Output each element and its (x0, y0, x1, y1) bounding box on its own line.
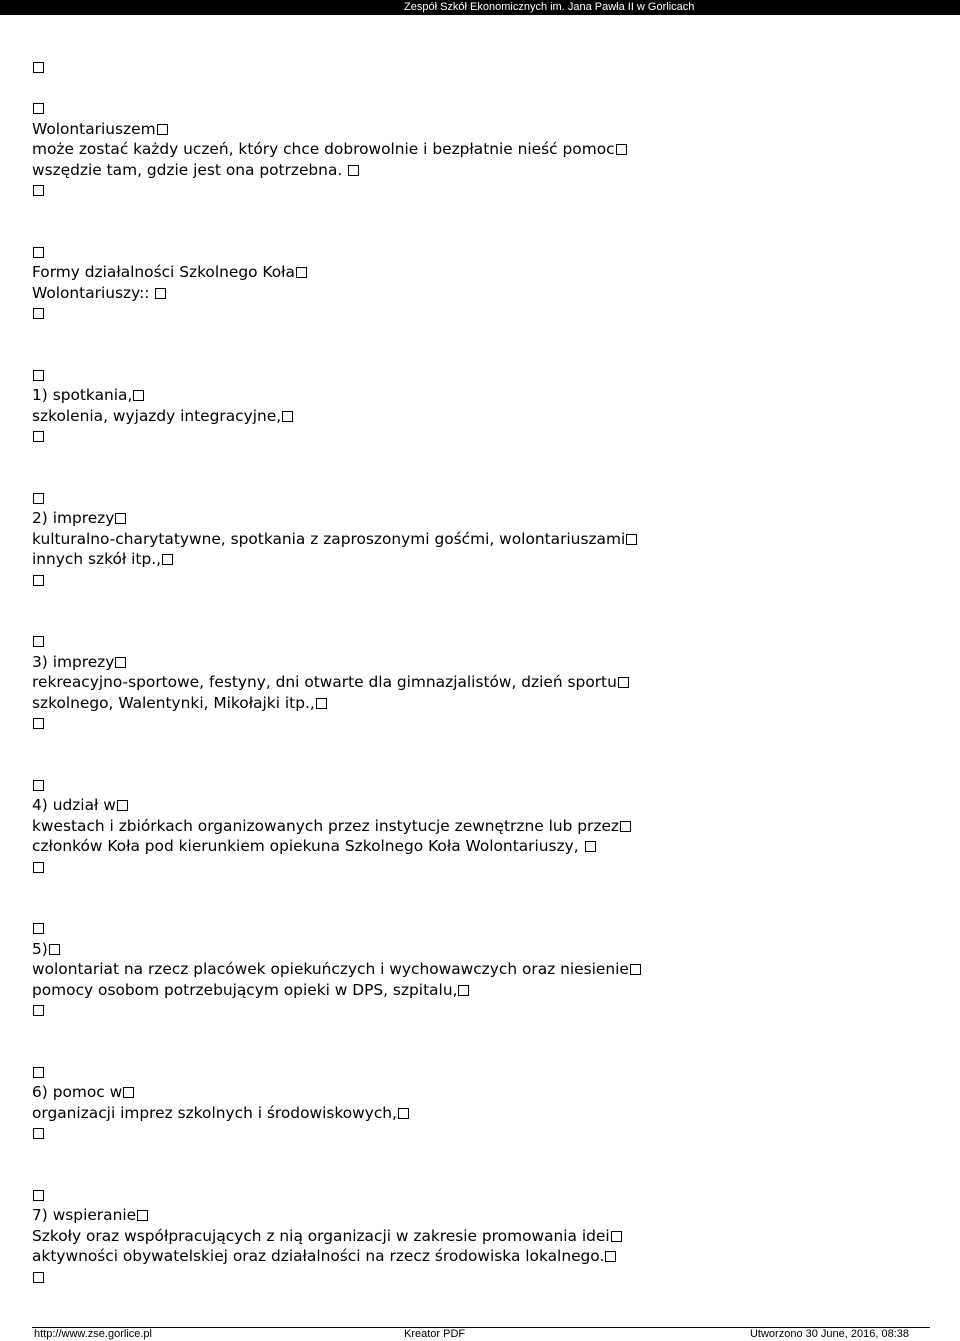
missing-glyph-icon (49, 944, 60, 955)
header-title: Zespół Szkół Ekonomicznych im. Jana Pawła II w Gorlicach (404, 1, 695, 13)
missing-glyph-icon (616, 144, 627, 155)
text: rekreacyjno-sportowe, festyny, dni otwarte dla gimnazjalistów, dzień sportu (32, 673, 617, 691)
missing-glyph-icon (155, 288, 166, 299)
text-line (32, 549, 932, 570)
text-line (32, 426, 932, 447)
text-line (32, 98, 932, 119)
block-2 (32, 242, 932, 324)
text-line (32, 303, 932, 324)
missing-glyph-icon (33, 185, 44, 196)
text-line (32, 1226, 932, 1247)
text: wszędzie tam, gdzie jest ona potrzebna. (32, 160, 348, 179)
missing-glyph-icon (137, 1210, 148, 1221)
text-line (32, 262, 932, 283)
text: 4) udział w (32, 796, 116, 814)
block-5 (32, 631, 932, 734)
text-line (32, 713, 932, 734)
missing-glyph-icon (33, 1190, 44, 1201)
text-line (32, 816, 932, 837)
text-line (32, 1185, 932, 1206)
footer-url-link[interactable]: http://www.zse.gorlice.pl (34, 1328, 152, 1340)
block-3 (32, 365, 932, 447)
text-line (32, 1082, 932, 1103)
text-line (32, 775, 932, 796)
spacer (32, 201, 932, 242)
text: aktywności obywatelskiej oraz działalności na rzecz środowiska lokalnego. (32, 1247, 605, 1265)
missing-glyph-icon (133, 390, 144, 401)
spacer (32, 447, 932, 488)
text: pomocy osobom potrzebującym opieki w DPS, szpitalu, (32, 980, 458, 999)
block-0 (32, 57, 932, 98)
spacer (32, 1144, 932, 1185)
text-line (32, 385, 932, 406)
block-6 (32, 775, 932, 878)
text-line (32, 365, 932, 386)
text-line (32, 508, 932, 529)
text-line (32, 795, 932, 816)
missing-glyph-icon (33, 575, 44, 586)
text-line (32, 959, 932, 980)
missing-glyph-icon (626, 534, 637, 545)
block-4 (32, 488, 932, 591)
missing-glyph-icon (33, 718, 44, 729)
missing-glyph-icon (33, 862, 44, 873)
missing-glyph-icon (115, 513, 126, 524)
spacer (32, 324, 932, 365)
text-line (32, 1103, 932, 1124)
text-line (32, 672, 932, 693)
text-line (32, 57, 932, 78)
missing-glyph-icon (162, 554, 173, 565)
text-line (32, 78, 932, 99)
text-line (32, 693, 932, 714)
text: innych szkół itp., (32, 550, 162, 568)
text: wolontariat na rzecz placówek opiekuńczych i wychowawczych oraz niesienie (32, 960, 629, 978)
text-line (32, 406, 932, 427)
text: Formy działalności Szkolnego Koła (32, 263, 295, 281)
text-line (32, 631, 932, 652)
text: może zostać każdy uczeń, który chce dobrowolnie i bezpłatnie nieść pomoc (32, 140, 615, 158)
text-line (32, 570, 932, 591)
text: szkolnego, Walentynki, Mikołajki itp., (32, 693, 315, 712)
text-line (32, 119, 932, 140)
spacer (32, 734, 932, 775)
missing-glyph-icon (282, 411, 293, 422)
text-line (32, 1123, 932, 1144)
text-line (32, 242, 932, 263)
missing-glyph-icon (157, 124, 168, 135)
missing-glyph-icon (296, 267, 307, 278)
text-line (32, 1000, 932, 1021)
text-line (32, 180, 932, 201)
missing-glyph-icon (348, 165, 359, 176)
missing-glyph-icon (117, 800, 128, 811)
missing-glyph-icon (605, 1251, 616, 1262)
missing-glyph-icon (33, 636, 44, 647)
text-line (32, 1246, 932, 1267)
document-body (32, 57, 932, 1287)
text: 1) spotkania, (32, 386, 133, 404)
text: 3) imprezy (32, 652, 115, 671)
missing-glyph-icon (611, 1231, 622, 1242)
text-line (32, 283, 932, 304)
text-line (32, 857, 932, 878)
missing-glyph-icon (33, 247, 44, 258)
missing-glyph-icon (33, 103, 44, 114)
page-header (0, 0, 960, 15)
text-line (32, 1205, 932, 1226)
text-line (32, 652, 932, 673)
missing-glyph-icon (33, 62, 44, 73)
block-7 (32, 918, 932, 1021)
text: Szkoły oraz współpracujących z nią organizacji w zakresie promowania idei (32, 1226, 610, 1245)
text-line (32, 836, 932, 857)
missing-glyph-icon (123, 1087, 134, 1098)
missing-glyph-icon (398, 1108, 409, 1119)
missing-glyph-icon (585, 841, 596, 852)
text: 6) pomoc w (32, 1083, 123, 1101)
missing-glyph-icon (618, 677, 629, 688)
text: 2) imprezy (32, 509, 115, 527)
text-line (32, 939, 932, 960)
footer-kreator: Kreator PDF (404, 1328, 466, 1340)
missing-glyph-icon (115, 657, 126, 668)
missing-glyph-icon (33, 1272, 44, 1283)
missing-glyph-icon (33, 780, 44, 791)
text: organizacji imprez szkolnych i środowiskowych, (32, 1103, 397, 1122)
missing-glyph-icon (33, 431, 44, 442)
spacer (32, 1021, 932, 1062)
missing-glyph-icon (33, 1005, 44, 1016)
text: członków Koła pod kierunkiem opiekuna Szkolnego Koła Wolontariuszy, (32, 837, 584, 855)
text: szkolenia, wyjazdy integracyjne, (32, 406, 282, 425)
block-8 (32, 1062, 932, 1144)
missing-glyph-icon (316, 698, 327, 709)
missing-glyph-icon (630, 964, 641, 975)
missing-glyph-icon (33, 370, 44, 381)
text-line (32, 160, 932, 181)
missing-glyph-icon (33, 1067, 44, 1078)
text-line (32, 1267, 932, 1288)
text: kwestach i zbiórkach organizowanych przez instytucje zewnętrzne lub przez (32, 816, 619, 835)
text: 7) wspieranie (32, 1206, 137, 1224)
missing-glyph-icon (458, 985, 469, 996)
text: kulturalno-charytatywne, spotkania z zaproszonymi gośćmi, wolontariuszami (32, 529, 626, 548)
block-9 (32, 1185, 932, 1288)
footer-created: Utworzono 30 June, 2016, 08:38 (749, 1328, 909, 1340)
spacer (32, 877, 932, 918)
text-line (32, 139, 932, 160)
spacer (32, 590, 932, 631)
text-line (32, 980, 932, 1001)
block-1 (32, 98, 932, 201)
missing-glyph-icon (33, 493, 44, 504)
text: 5) (32, 939, 48, 958)
text-line (32, 918, 932, 939)
missing-glyph-icon (33, 308, 44, 319)
text-line (32, 488, 932, 509)
text-line (32, 529, 932, 550)
missing-glyph-icon (620, 821, 631, 832)
text: Wolontariuszem (32, 119, 156, 138)
text: Wolontariuszy:: (32, 283, 155, 302)
missing-glyph-icon (33, 1128, 44, 1139)
text-line (32, 1062, 932, 1083)
missing-glyph-icon (33, 923, 44, 934)
